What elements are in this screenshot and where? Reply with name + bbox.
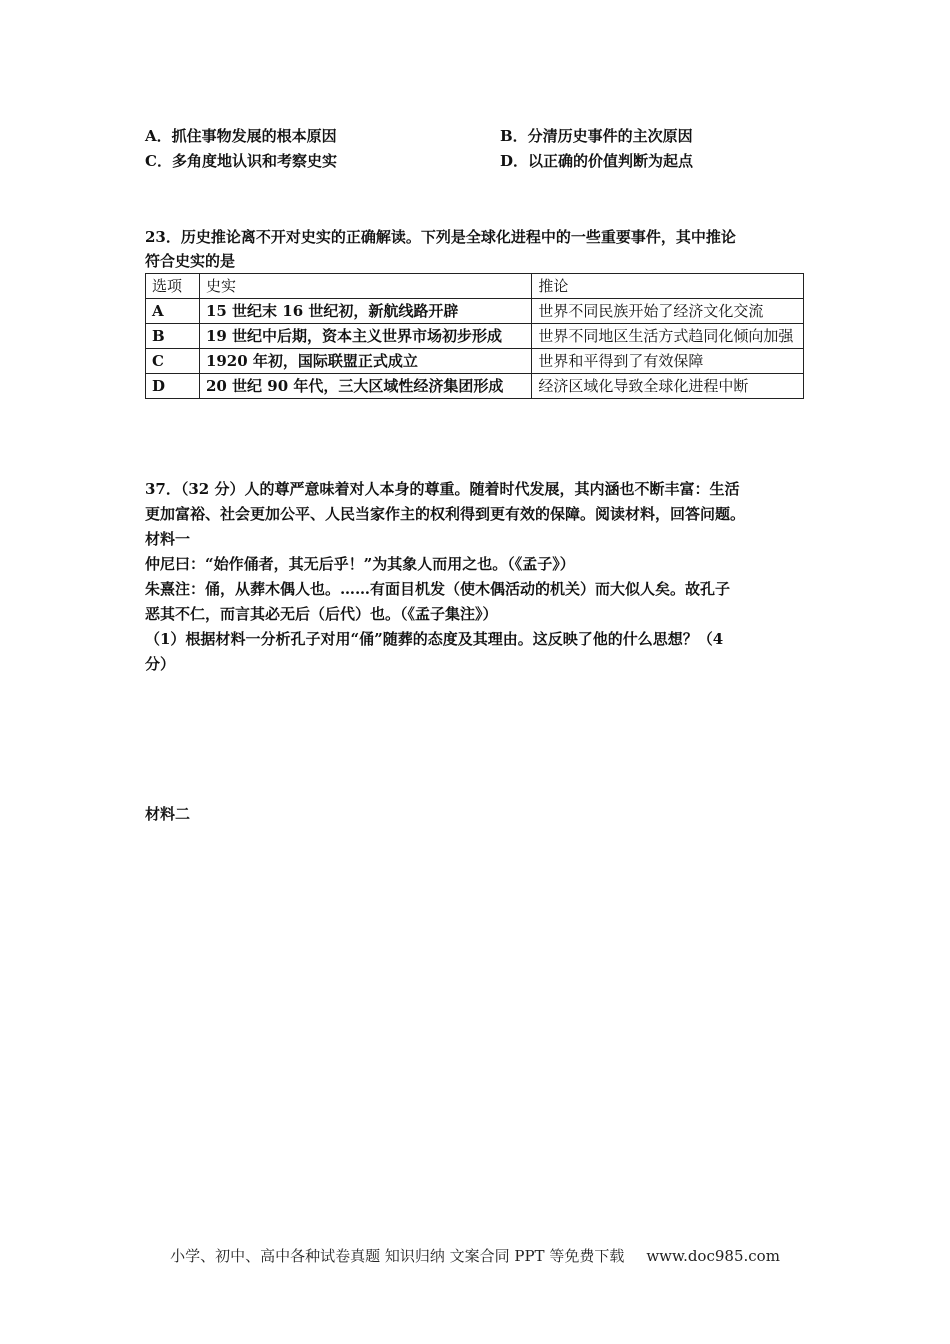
table-row bbox=[146, 374, 804, 399]
row-fact: 19 世纪中后期，资本主义世界市场初步形成 bbox=[199, 324, 531, 349]
q23-table bbox=[145, 273, 804, 399]
material1-quote2-line2: 恶其不仁，而言其必无后（后代）也。（《孟子集注》） bbox=[145, 605, 498, 623]
sub-question1-line2: 分） bbox=[145, 655, 176, 673]
row-inference: 经济区域化导致全球化进程中断 bbox=[532, 374, 804, 399]
row-inference: 世界不同地区生活方式趋同化倾向加强 bbox=[532, 324, 804, 349]
row-fact: 15 世纪末 16 世纪初，新航线路开辟 bbox=[199, 299, 531, 324]
q37-stem-line2: 更加富裕、社会更加公平、人民当家作主的权利得到更有效的保障。阅读材料，回答问题。 bbox=[145, 505, 746, 523]
material1-label: 材料一 bbox=[145, 530, 191, 548]
material1-quote2-line1: 朱熹注：俑，从葬木偶人也。……有面目机发（使木偶活动的机关）而大似人矣。故孔子 bbox=[145, 580, 731, 598]
table-row bbox=[146, 299, 804, 324]
table-row bbox=[146, 324, 804, 349]
option-b: B．分清历史事件的主次原因 bbox=[500, 127, 693, 145]
header-option: 选项 bbox=[146, 274, 200, 299]
footer-text: 小学、初中、高中各种试卷真题 知识归纳 文案合同 PPT 等免费下载 bbox=[170, 1247, 625, 1265]
q23-stem-line1: 23．历史推论离不开对史实的正确解读。下列是全球化进程中的一些重要事件，其中推论 bbox=[145, 228, 736, 246]
row-fact: 20 世纪 90 年代，三大区域性经济集团形成 bbox=[199, 374, 531, 399]
row-inference: 世界和平得到了有效保障 bbox=[532, 349, 804, 374]
row-option: C bbox=[146, 349, 200, 374]
page-footer bbox=[0, 1244, 950, 1268]
table-row bbox=[146, 349, 804, 374]
row-fact: 1920 年初，国际联盟正式成立 bbox=[199, 349, 531, 374]
row-option: A bbox=[146, 299, 200, 324]
table-header-row bbox=[146, 274, 804, 299]
header-fact: 史实 bbox=[199, 274, 531, 299]
option-d: D．以正确的价值判断为起点 bbox=[500, 152, 694, 170]
material1-quote1: 仲尼曰：“始作俑者，其无后乎！”为其象人而用之也。（《孟子》） bbox=[145, 555, 575, 573]
option-a: A．抓住事物发展的根本原因 bbox=[145, 127, 337, 145]
q37-stem-line1: 37．（32 分）人的尊严意味着对人本身的尊重。随着时代发展，其内涵也不断丰富：生活 bbox=[145, 480, 740, 498]
header-inference: 推论 bbox=[532, 274, 804, 299]
row-option: B bbox=[146, 324, 200, 349]
option-c: C．多角度地认识和考察史实 bbox=[145, 152, 337, 170]
row-option: D bbox=[146, 374, 200, 399]
material2-label: 材料二 bbox=[145, 805, 191, 823]
q23-stem-line2: 符合史实的是 bbox=[145, 252, 236, 270]
footer-site-link[interactable]: www.doc985.com bbox=[646, 1247, 780, 1265]
row-inference: 世界不同民族开始了经济文化交流 bbox=[532, 299, 804, 324]
sub-question1-line1: （1）根据材料一分析孔子对用“俑”随葬的态度及其理由。这反映了他的什么思想？（4 bbox=[145, 630, 724, 648]
